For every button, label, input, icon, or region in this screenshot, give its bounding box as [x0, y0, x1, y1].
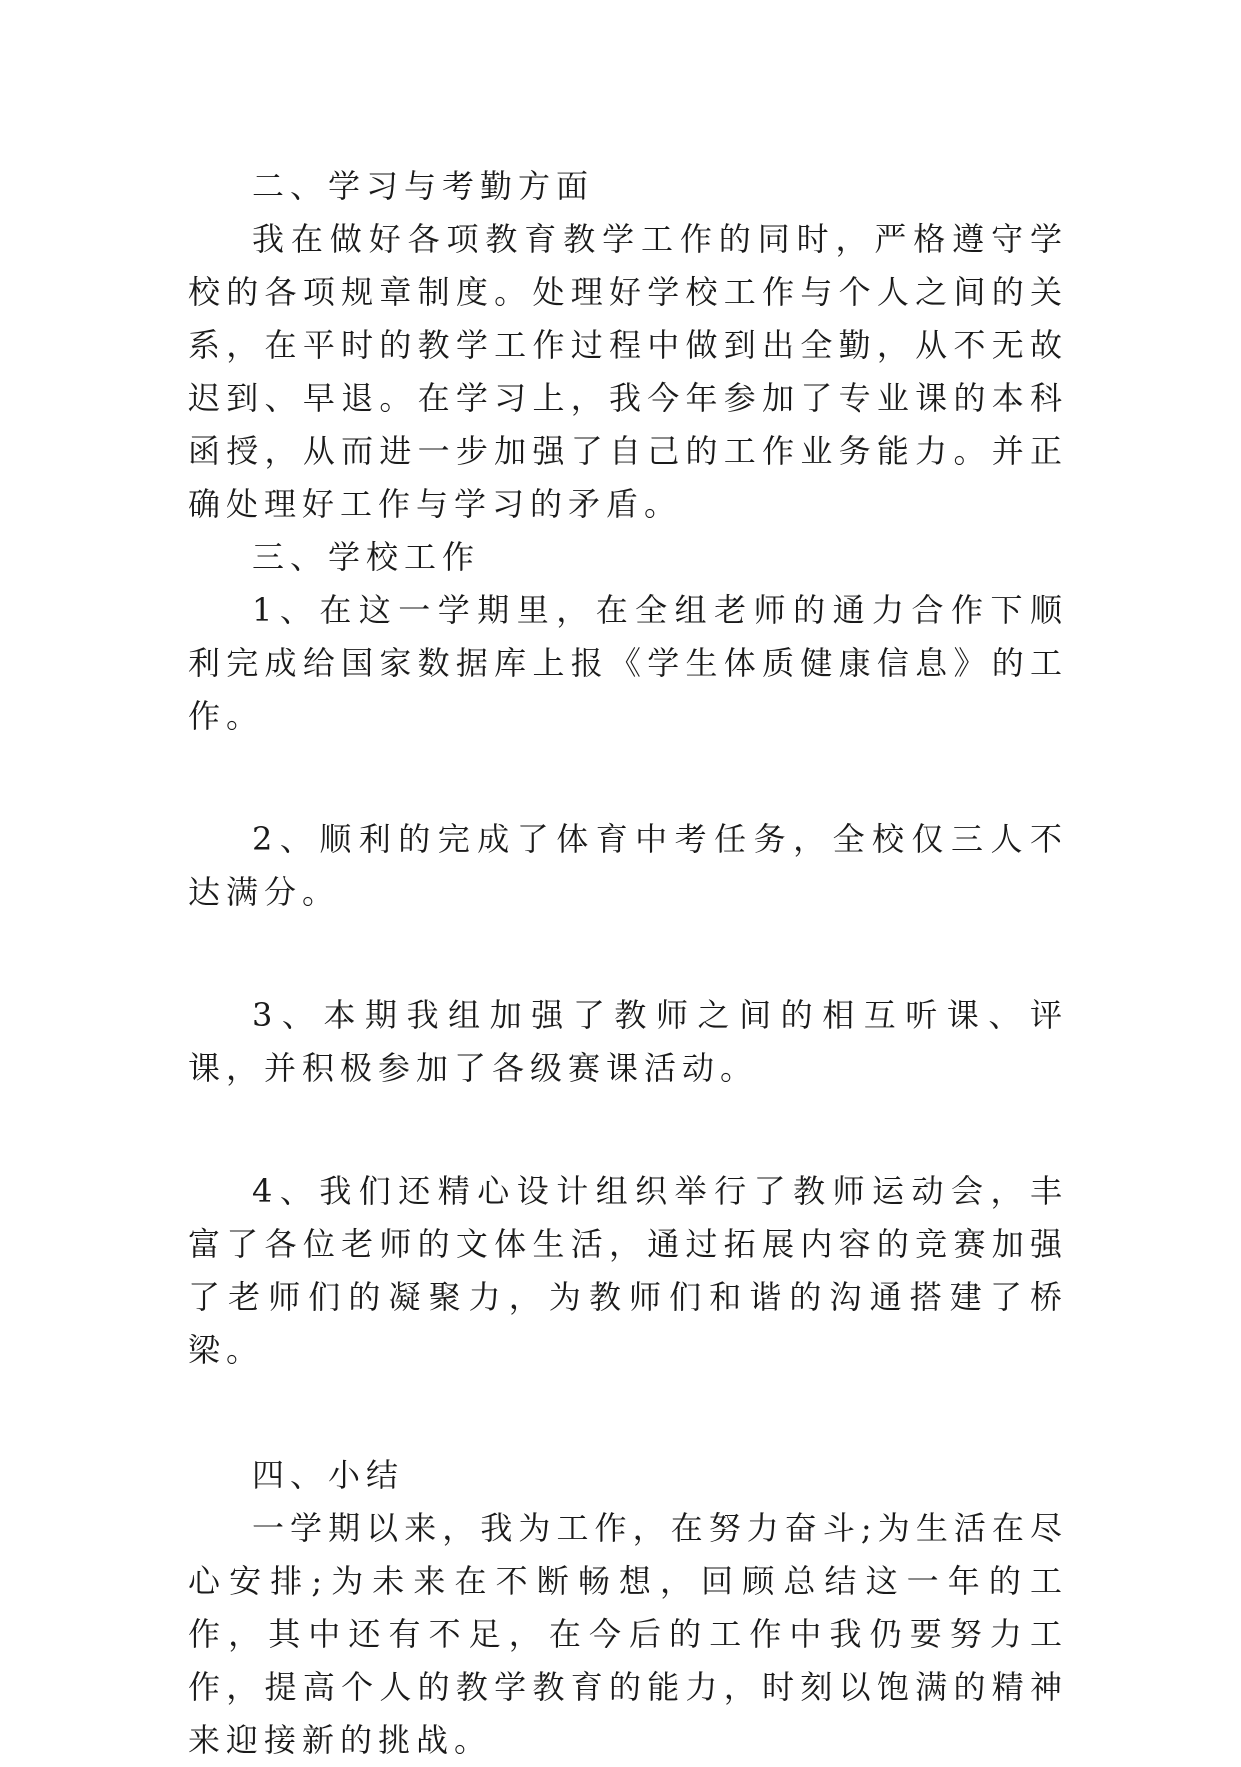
- paragraph-summary: 一学期以来，我为工作，在努力奋斗;为生活在尽心安排;为未来在不断畅想，回顾总结这一年的工作，其中还有不足，在今后的工作中我仍要努力工作，提高个人的教学教育的能力，时刻以饱满的精神来迎接新的挑战。: [188, 1509, 1068, 1759]
- paragraph-study-attendance: 我在做好各项教育教学工作的同时，严格遵守学校的各项规章制度。处理好学校工作与个人之间的关系，在平时的教学工作过程中做到出全勤，从不无故迟到、早退。在学习上，我今年参加了专业课的本科函授，从而进一步加强了自己的工作业务能力。并正确处理好工作与学习的矛盾。: [188, 220, 1068, 523]
- section-heading-school-work: 三、学校工作: [252, 538, 481, 576]
- list-item-school-work-2: 2、顺利的完成了体育中考任务，全校仅三人不达满分。: [188, 820, 1068, 911]
- list-item-school-work-4: 4、我们还精心设计组织举行了教师运动会，丰富了各位老师的文体生活，通过拓展内容的竞赛加强了老师们的凝聚力，为教师们和谐的沟通搭建了桥梁。: [188, 1172, 1068, 1369]
- list-item-school-work-3: 3、本期我组加强了教师之间的相互听课、评课，并积极参加了各级赛课活动。: [188, 996, 1068, 1087]
- document-body: [188, 160, 1068, 1767]
- list-item-school-work-1: 1、在这一学期里，在全组老师的通力合作下顺利完成给国家数据库上报《学生体质健康信息》的工作。: [188, 591, 1068, 735]
- section-heading-study-attendance: 二、学习与考勤方面: [252, 167, 595, 205]
- section-heading-summary: 四、小结: [252, 1456, 405, 1494]
